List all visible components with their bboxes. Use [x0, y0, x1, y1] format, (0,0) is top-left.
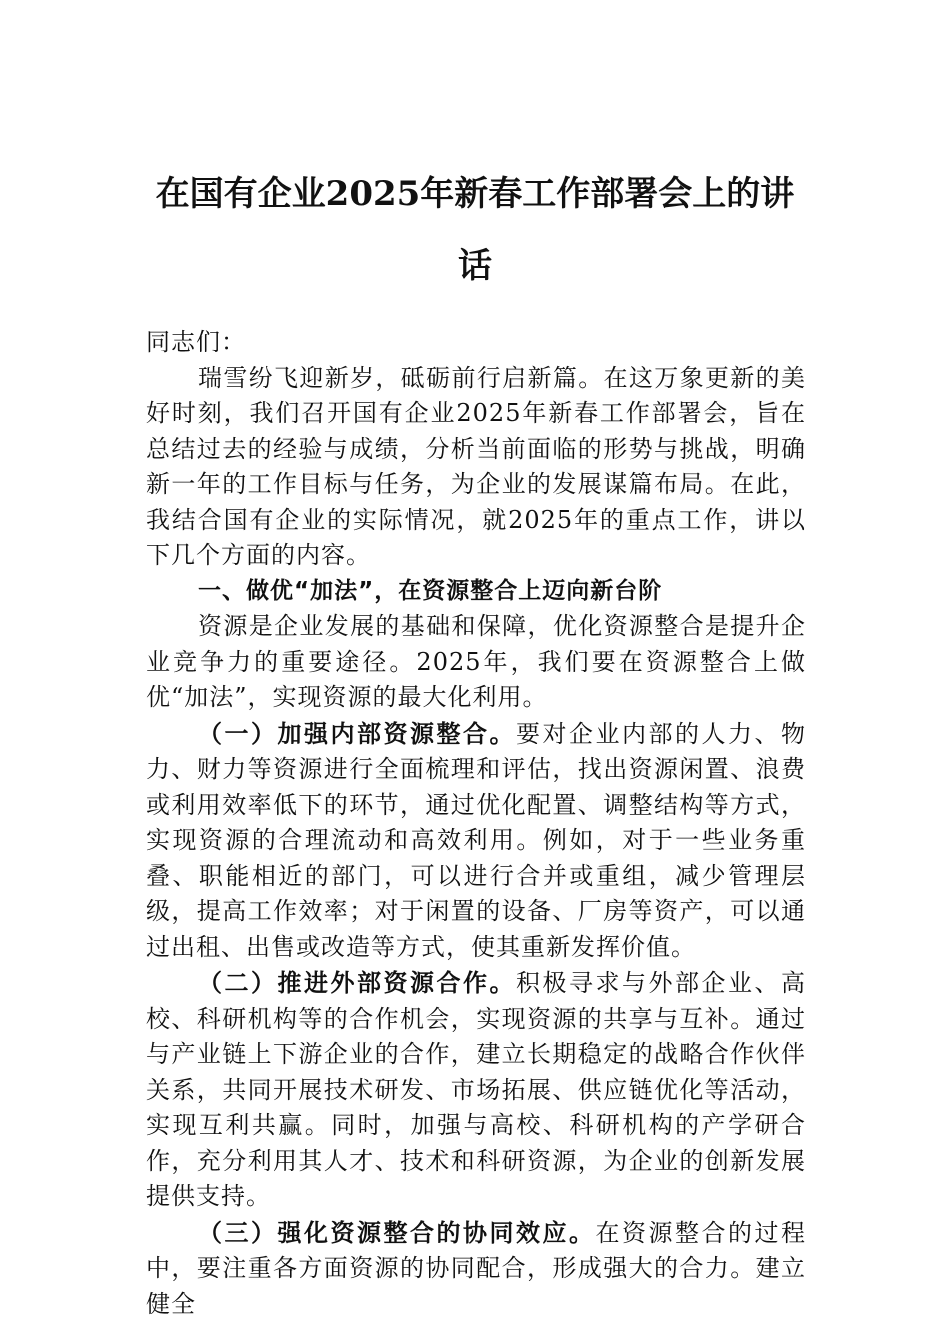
subsection-title-2: （二）推进外部资源合作。	[198, 968, 516, 997]
subsection-paragraph-2	[146, 965, 806, 1215]
subsection-title-1: （一）加强内部资源整合。	[198, 718, 516, 748]
subsection-text-3: 在资源整合的过程中，要注重各方面资源的协同配合，形成强大的合力。建立健全	[146, 1218, 806, 1318]
subsection-paragraph-1	[146, 716, 806, 966]
subsection-paragraph-3	[146, 1215, 806, 1323]
salutation: 同志们：	[146, 328, 246, 356]
subsection-text-2: 积极寻求与外部企业、高校、科研机构等的合作机会，实现资源的共享与互补。通过与产业链上下游企业的合作，建立长期稳定的战略合作伙伴关系，共同开展技术研发、市场拓展、供应链优化等活动，实现互利共赢。同时，加强与高校、科研机构的产学研合作，充分利用其人才、技术和科研资源，为企业的创新发展提供支持。	[146, 969, 806, 1210]
section-lead-paragraph: 资源是企业发展的基础和保障，优化资源整合是提升企业竞争力的重要途径。2025年，我们要在资源整合上做优“加法”，实现资源的最大化利用。	[146, 612, 806, 711]
document-body	[146, 325, 806, 1322]
subsection-title-3: （三）强化资源整合的协同效应。	[198, 1217, 596, 1247]
section-heading: 一、做优“加法”，在资源整合上迈向新台阶	[198, 577, 663, 604]
intro-paragraph: 瑞雪纷飞迎新岁，砥砺前行启新篇。在这万象更新的美好时刻，我们召开国有企业2025年新春工作部署会，旨在总结过去的经验与成绩，分析当前面临的形势与挑战，明确新一年的工作目标与任务，为企业的发展谋篇布局。在此，我结合国有企业的实际情况，就2025年的重点工作，讲以下几个方面的内容。	[146, 363, 806, 569]
subsection-text-1: 要对企业内部的人力、物力、财力等资源进行全面梳理和评估，找出资源闲置、浪费或利用效率低下的环节，通过优化配置、调整结构等方式，实现资源的合理流动和高效利用。例如，对于一些业务重叠、职能相近的部门，可以进行合并或重组，减少管理层级，提高工作效率；对于闲置的设备、厂房等资产，可以通过出租、出售或改造等方式，使其重新发挥价值。	[146, 719, 806, 961]
document-title: 在国有企业2025年新春工作部署会上的讲话	[155, 174, 795, 286]
